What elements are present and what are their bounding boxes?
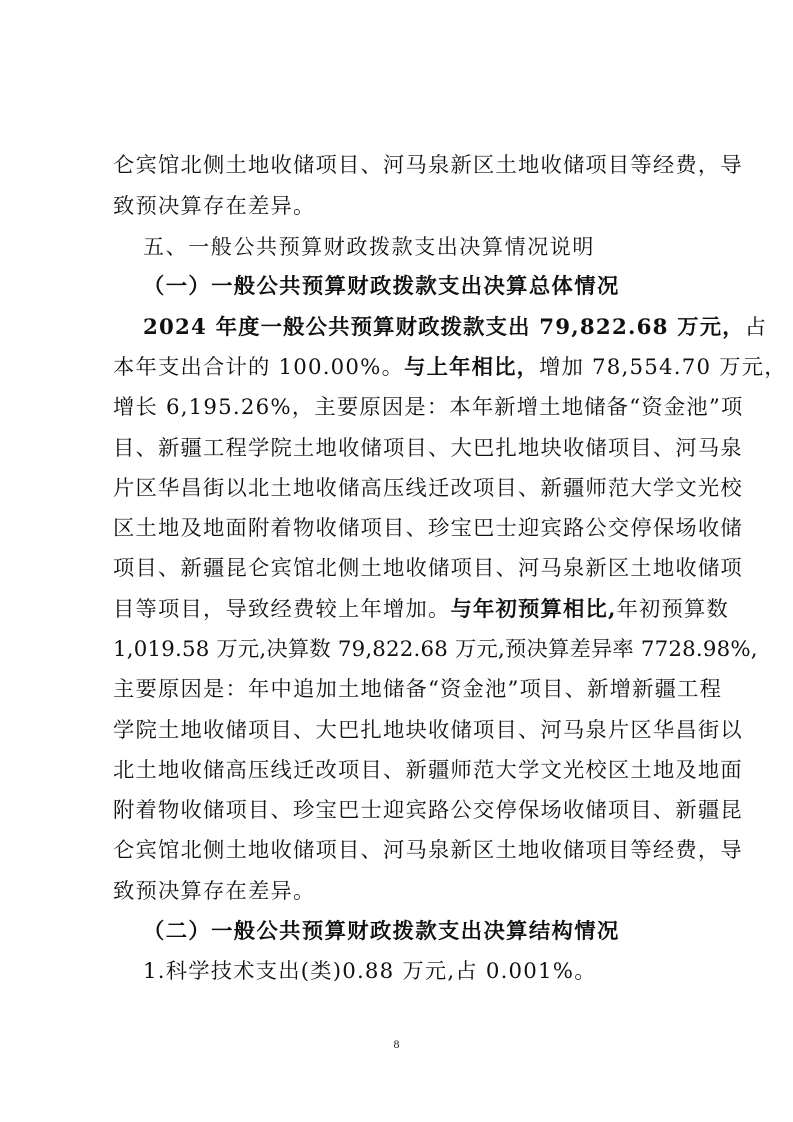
text-span: 本年支出合计的 100.00%。 (113, 355, 405, 380)
subsection-heading: （一）一般公共预算财政拨款支出决算总体情况 (143, 274, 620, 299)
text-line: 目、新疆工程学院土地收储项目、大巴扎地块收储项目、河马泉 (113, 436, 743, 461)
text-span: 增加 78,554.70 万元， (539, 355, 787, 380)
text-span: 目等项目，导致经费较上年增加。 (113, 597, 451, 622)
bold-text: 与年初预算相比, (450, 597, 617, 622)
text-line: 附着物收储项目、珍宝巴士迎宾路公交停保场收储项目、新疆昆 (113, 798, 743, 823)
text-line: 学院土地收储项目、大巴扎地块收储项目、河马泉片区华昌街以 (113, 718, 743, 743)
text-line: 增长 6,195.26%，主要原因是：本年新增土地储备“资金池”项 (113, 395, 744, 420)
bold-text: 与上年相比， (404, 355, 540, 380)
text-line (113, 354, 787, 382)
text-line: 1,019.58 万元,决算数 79,822.68 万元,预决算差异率 7728.98%, (113, 637, 758, 662)
text-span: 年初预算数 (616, 597, 730, 622)
text-line: 致预决算存在差异。 (113, 879, 316, 904)
bold-text: 2024 年度一般公共预算财政拨款支出 79,822.68 万元， (143, 315, 745, 340)
text-line: 仑宾馆北侧土地收储项目、河马泉新区土地收储项目等经费，导 (113, 838, 743, 863)
text-line: 致预决算存在差异。 (113, 194, 316, 219)
text-line: 主要原因是：年中追加土地储备“资金池”项目、新增新疆工程 (113, 677, 723, 702)
text-line: 区土地及地面附着物收储项目、珍宝巴士迎宾路公交停保场收储 (113, 516, 743, 541)
text-span: 占 (744, 315, 768, 340)
text-line: 仑宾馆北侧土地收储项目、河马泉新区土地收储项目等经费，导 (113, 153, 743, 178)
text-line: 1.科学技术支出(类)0.88 万元,占 0.001%。 (143, 959, 597, 984)
section-heading: 五、一般公共预算财政拨款支出决算情况说明 (143, 235, 595, 259)
subsection-heading: （二）一般公共预算财政拨款支出决算结构情况 (143, 919, 620, 944)
text-line: 项目、新疆昆仑宾馆北侧土地收储项目、河马泉新区土地收储项 (113, 556, 743, 581)
text-line: 片区华昌街以北土地收储高压线迁改项目、新疆师范大学文光校 (113, 476, 743, 501)
page-number: 8 (393, 1037, 400, 1051)
text-line (113, 596, 730, 624)
text-line: 北土地收储高压线迁改项目、新疆师范大学文光校区土地及地面 (113, 758, 743, 783)
text-line (143, 314, 768, 342)
